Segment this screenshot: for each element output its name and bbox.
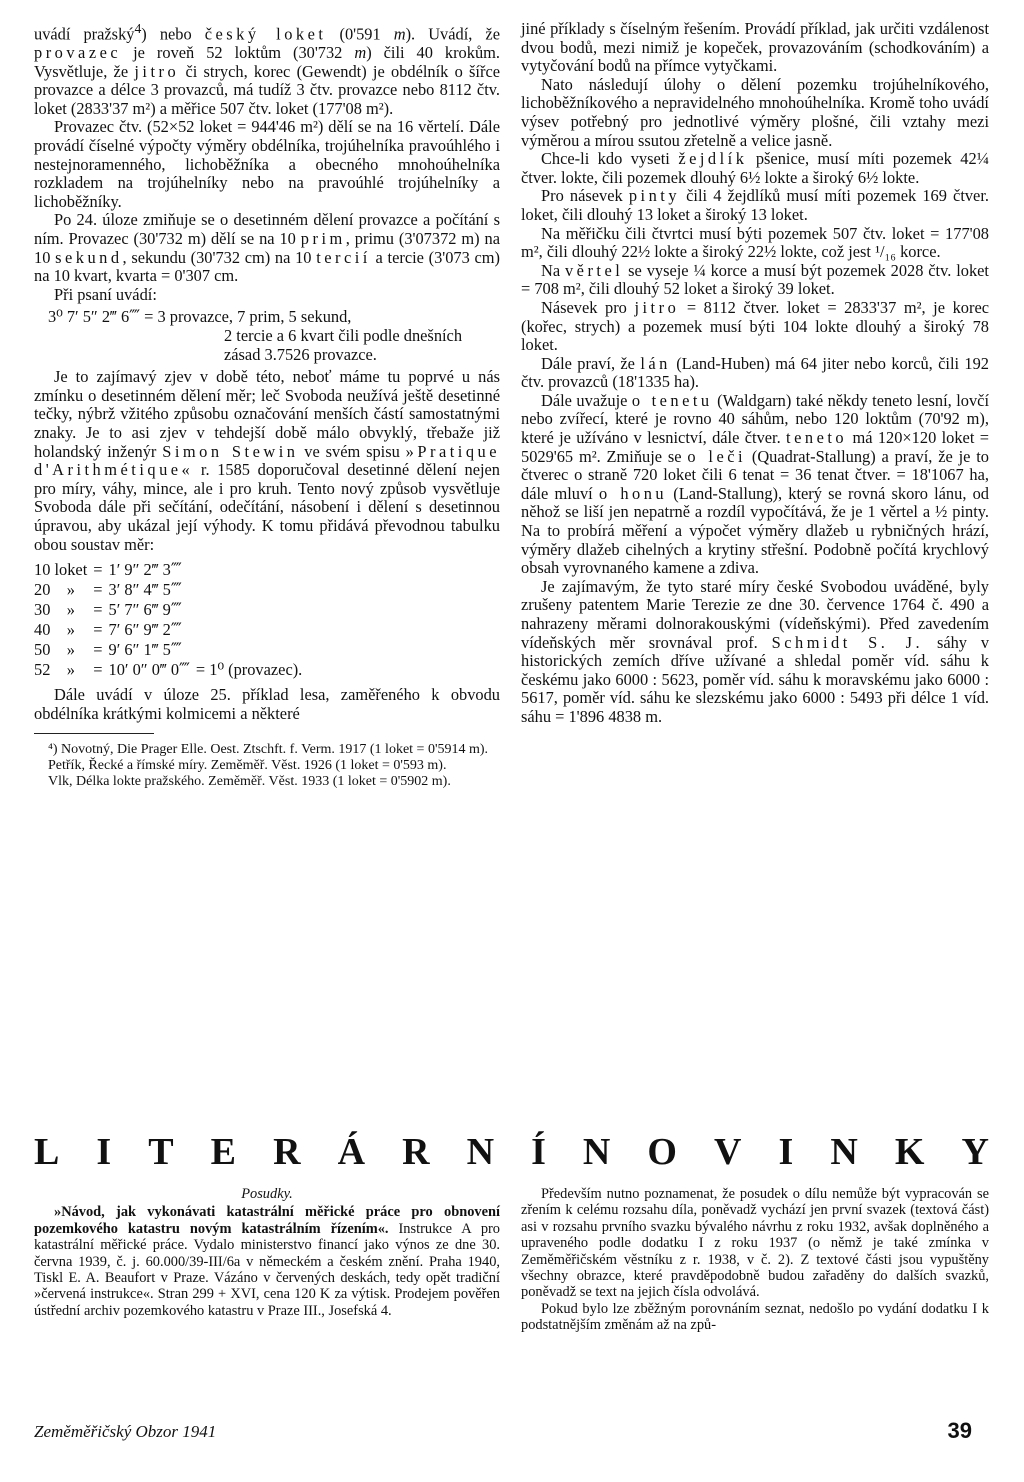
page-number: 39: [947, 1418, 972, 1443]
heading-letter: O: [647, 1131, 677, 1173]
decimal-formula: [34, 308, 500, 364]
paragraph: Po 24. úloze zmiňuje se o desetinném dělení provazce a počítání s ním. Provazec (30'732 m) dělí se na 10 prim, primu (3'07372 m) na 10 sekund, sekundu (30'732 cm) na 10 tercií a tercie (3'073 cm) na 10 kvart, kvarta = 0'307 cm.: [34, 210, 500, 286]
review-label: Posudky.: [241, 1186, 293, 1202]
heading-letter: E: [210, 1131, 237, 1173]
journal-title: Zeměměřičský Obzor 1941: [34, 1422, 217, 1441]
table-cell: 5′ 7″ 6‴ 9⁗: [108, 600, 182, 620]
heading-letter: I: [778, 1131, 794, 1173]
table-cell: 3′ 8″ 4‴ 5⁗: [108, 580, 182, 600]
table-cell: =: [93, 660, 103, 680]
heading-letter: Í: [531, 1131, 546, 1173]
paragraph: jiné příklady s číselným řešením. Provádí příklad, jak určiti vzdálenost dvou bodů, mezi nimiž je kopeček, provazováním (schodkováním) a vytyčování bodů na přímce vytyčkami.: [521, 19, 989, 76]
footnote: ⁴) Novotný, Die Prager Elle. Oest. Ztschft. f. Verm. 1917 (1 loket = 0'5914 m).: [48, 742, 489, 758]
footnote-divider: [34, 733, 154, 734]
table-row: [34, 640, 308, 660]
table-cell: =: [93, 640, 103, 660]
table-cell: =: [93, 620, 103, 640]
table-row: [34, 560, 308, 580]
table-cell: 9′ 6″ 1‴ 5⁗: [108, 640, 182, 660]
heading-letter: R: [402, 1131, 430, 1173]
review-paragraph: »Návod, jak vykonávati katastrální měřické práce pro obnovení pozemkového katastru novým katastrálním řízením«. Instrukce A pro katastrální měřické práce. Vydalo ministerstvo financí jako výnos ze dne 30. června 1939, č. j. 60.000/39-III/6a v německém a českém znění. Praha 1940, Tiskl E. A. Beaufort v Praze. Vázáno v červených deskách, tedy opět tradiční »červená instrukce«. Stran 299 + XVI, cena 120 K za výtisk. Prodejem pověřen ústřední archiv pozemkového katastru v Praze III., Josefská 4.: [34, 1204, 500, 1319]
table-row: [34, 600, 308, 620]
table-cell: 50 »: [34, 640, 75, 660]
heading-letter: R: [273, 1131, 301, 1173]
table-cell: 20 »: [34, 580, 75, 600]
paragraph: Dále uvažuje o tenetu (Waldgarn) také někdy teneto lesní, lovčí nebo zvířecí, které je rovno 40 sáhům, nebo 120 loktům (70'92 m), které je užíváno v lesnictví, dále čtver. teneto má 120×120 loket = 5029'65 m². Zmiňuje se o leči (Quadrat-Stallung) a praví, že je to čtverec o straně 720 loket čili 6 tenat = 36 tenat čtver. = 18'1067 ha, dále mluví o honu (Land-Stallung), který se rovná skoro lánu, od něhož se liší jen nepatrně a rozdíl vypočítává, že je 1 věrtel a ½ pinty. Na to probírá měření a výpočet výměry dlažeb u rybničných hrází, výměry dlažeb cihelných a krytiny střešní. Podobně počítá krychlový obsah vyrovnaného kamene a zdiva.: [521, 390, 989, 578]
heading-letter: L: [34, 1131, 60, 1173]
table-cell: 40 »: [34, 620, 75, 640]
table-cell: = 1⁰ (provazec).: [195, 660, 303, 680]
paragraph: Na věrtel se vyseje ¼ korce a musí být pozemek 2028 čtv. loket = 708 m², čili dlouhý 52 loket a široký 39 loket.: [521, 260, 989, 299]
heading-letter: I: [96, 1131, 112, 1173]
heading-letter: Á: [337, 1131, 366, 1173]
review-column-right: [521, 1186, 989, 1334]
table-cell: 10 loket: [34, 560, 88, 580]
paragraph: Provazec čtv. (52×52 loket = 944'46 m²) dělí se na 16 věrtelí. Dále provádí číselné výpočty výměry obdélníka, trojúhelníka pravoúhlého i nestejnoramenného, lichoběžníka a obecného mnohoúhelníka rozkladem na trojúhelníky nebo na pravoúhlé trojúhelníky a lichoběžníky.: [34, 117, 500, 211]
table-cell: [196, 560, 308, 580]
right-column: [521, 20, 989, 727]
table-cell: [196, 620, 308, 640]
section-heading: [34, 1132, 989, 1172]
paragraph: Nato následují úlohy o dělení pozemku trojúhelníkového, lichoběžníkového a nepravidelného mnohoúhelníka. Kromě toho uvádí výsev potřebný pro jednotlivé výměry plošné, čili vztahy mezi výměrou a mírou ssutou zřetelně a velice jasně.: [521, 74, 989, 150]
review-column-left: [34, 1186, 500, 1319]
paragraph: Násevek pro jitro = 8112 čtver. loket = 2833'37 m², je korec (kořec, strych) a pozemek musí býti 104 lokte dlouhý a široký 78 loket.: [521, 297, 989, 355]
paragraph: Je zajímavým, že tyto staré míry české Svobodou uváděné, byly zrušeny patentem Marie Terezie ze dne 30. července 1764 č. 490 a nahrazeny měrami dolnorakouskými (vídeňskými). Před zavedením vídeňských měr srovnával prof. Schmidt S. J. sáhy v historických zemích dříve užívané a shledal poměr víd. sáhu k českému jako 6000 : 5623, poměr víd. sáhu k moravskému jako 6000 : 5617, poměr víd. sáhu ke slezskému jako 6000 : 5493 při délce 1 víd. sáhu = 1'896 4838 m.: [521, 576, 990, 726]
table-cell: [196, 640, 308, 660]
heading-letter: K: [894, 1131, 925, 1173]
paragraph: Při psaní uvádí:: [54, 284, 157, 304]
review-paragraph: Především nutno poznamenat, že posudek o dílu nemůže být vypracován se zřením k celému rozsahu díla, poněvadž vychází jen první svazek (textová část) asi v rozsahu prvního svazku bývalého návrhu z roku 1932, avšak doplněného a upraveného podle dodatku I z roku 1937 (o němž je také zmínka v Zeměměřičském věstníku z r. 1938, v č. 2). Z textové části jsou vypuštěny všechny obrazce, které pravděpodobně budou zařaděny do dalších svazků, poněvadž se text na jejich čísla odvolává.: [521, 1186, 989, 1301]
footnote: Vlk, Délka lokte pražského. Zeměměř. Věst. 1933 (1 loket = 0'5902 m).: [48, 774, 451, 790]
table-cell: 30 »: [34, 600, 75, 620]
conversion-table: [34, 560, 308, 680]
heading-letter: V: [714, 1131, 742, 1173]
heading-letter: N: [466, 1131, 495, 1173]
table-cell: [196, 600, 308, 620]
table-cell: =: [93, 580, 103, 600]
table-row: [34, 620, 308, 640]
footnote: Petřík, Řecké a římské míry. Zeměměř. Věst. 1926 (1 loket = 0'593 m).: [48, 758, 447, 774]
table-cell: 1′ 9″ 2‴ 3⁗: [108, 560, 182, 580]
paragraph: Chce-li kdo vyseti žejdlík pšenice, musí míti pozemek 42¼ čtver. lokte, čili pozemek dlouhý 6½ lokte a široký 6½ lokte.: [521, 149, 989, 187]
table-cell: 52 »: [34, 660, 75, 680]
footnote-ref: 4: [134, 21, 142, 36]
heading-letter: N: [582, 1131, 611, 1173]
table-cell: 7′ 6″ 9‴ 2⁗: [108, 620, 182, 640]
paragraph: Je to zajímavý zjev v době této, neboť máme tu poprvé u nás zmínku o desetinném dělení měr; leč Svoboda neužívá ještě desetinné tečky, nýbrž vžitého způsobu označování menších částí samostatnými znaky. Je to asi zjev v tehdejší době málo obvyklý, třebaže již holandský inženýr Simon Stewin ve svém spisu »Pratique d'Arithmétique« r. 1585 doporučoval desetinné dělení nejen pro míry, váhy, mince, ale i pro kruh. Tento nový způsob vysvětluje Svoboda dále při sečítání, odečítání, násobení i dělení s desetinnou úpravou, aby ukázal její výhody. K tomu přidává převodnou tabulku obou soustav měr:: [34, 367, 500, 554]
paragraph: Pro násevek pinty čili 4 žejdlíků musí míti pozemek 169 čtver. loket, čili dlouhý 13 loket a široký 13 loket.: [521, 186, 989, 224]
paragraph: Dále praví, že lán (Land-Huben) má 64 jiter nebo korců, čili 192 čtv. provazců (18'1335 ha).: [521, 353, 989, 392]
review-title: »Návod, jak vykonávati katastrální měřické práce pro obnovení pozemkového katastru novým katastrálním řízením«.: [34, 1204, 500, 1237]
heading-letter: Y: [961, 1131, 989, 1173]
table-row: [34, 660, 308, 680]
formula-line-1: 3⁰ 7′ 5″ 2‴ 6⁗ = 3 provazce, 7 prim, 5 sekund,: [48, 307, 352, 327]
review-paragraph: Pokud bylo lze zběžným porovnáním seznat, nedošlo po vydání dodatku I k podstatnějším změnám až na způ-: [521, 1300, 989, 1334]
heading-letter: N: [830, 1131, 858, 1173]
table-row: [34, 580, 308, 600]
footnotes: [34, 742, 500, 790]
heading-letter: T: [148, 1131, 174, 1173]
table-cell: [196, 580, 308, 600]
paragraph: uvádí pražský$^4$) nebo český loket (0'591 m). Uvádí, že provazec je roveň 52 loktům (30'732 m) čili 40 krokům. Vysvětluje, že jitro či strych, korec (Gewendt) je obdélník o šířce provazce a délce 3 provazců, má tudíž 3 čtv. provazce nebo 8112 čtv. loket (2833'37 m²) a měřice 507 čtv. loket (177'08 m²).: [34, 21, 500, 118]
paragraph: Dále uvádí v úloze 25. příklad lesa, zaměřeného k obvodu obdélníka krátkými kolmicemi a některé: [34, 685, 500, 723]
table-cell: 10′ 0″ 0‴ 0⁗: [108, 660, 190, 680]
formula-line-2: 2 tercie a 6 kvart čili podle dnešních zásad 3.7526 provazce.: [224, 325, 463, 364]
table-cell: =: [93, 560, 103, 580]
table-cell: =: [93, 600, 103, 620]
left-column: [34, 20, 500, 790]
paragraph: Na měřičku čili čtvrtci musí býti pozemek 507 čtv. loket = 177'08 m², čili dlouhý 22½ lokte a široký 22½ lokte, což jest ¹/₁₆ korce.: [521, 223, 989, 262]
